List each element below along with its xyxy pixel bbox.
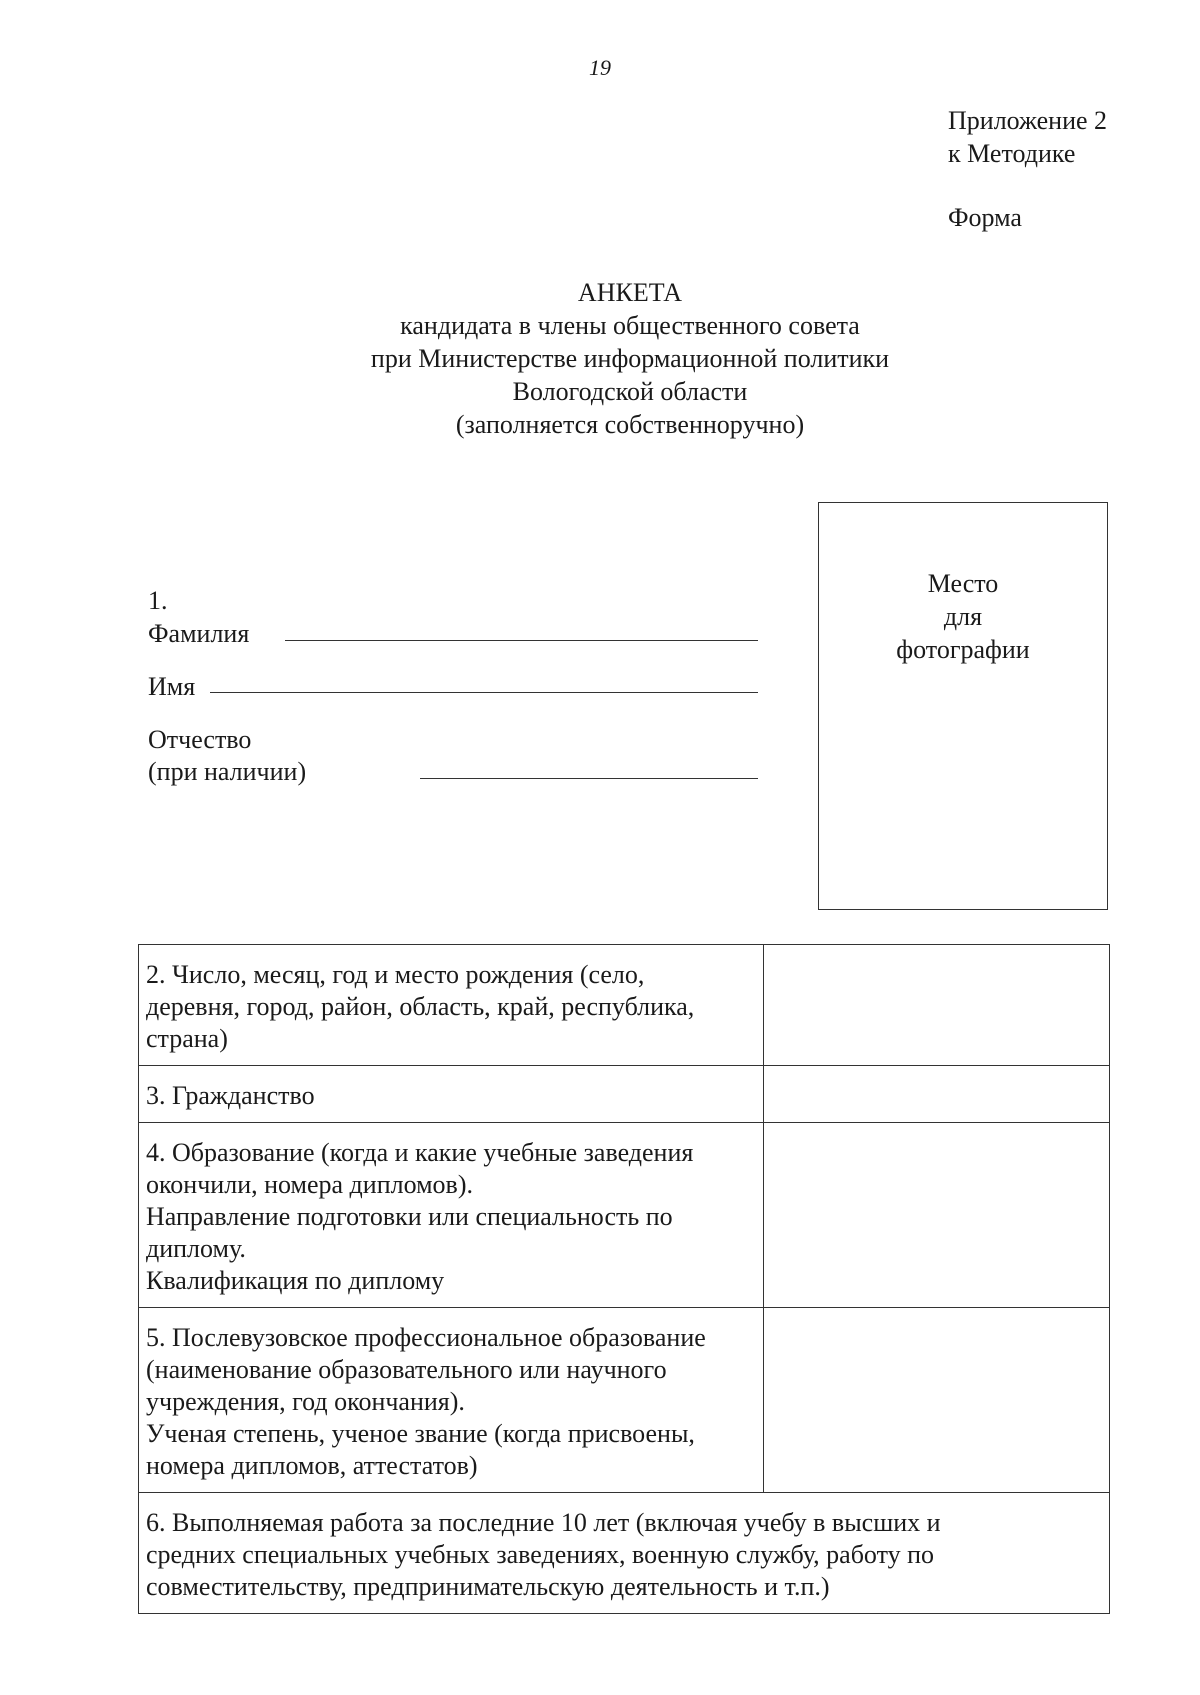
table-row (139, 1493, 1110, 1614)
document-title (0, 276, 1200, 441)
appendix-reference (948, 104, 1107, 170)
form-label: Форма (948, 203, 1022, 232)
patronymic-label: Отчество (148, 725, 252, 754)
name-field[interactable] (210, 692, 758, 693)
photo-placeholder[interactable] (818, 502, 1108, 910)
answer-education-cell[interactable] (763, 1123, 1109, 1308)
question-citizenship: 3. Гражданство (139, 1066, 764, 1123)
patronymic-field[interactable] (420, 778, 758, 779)
appendix-line: к Методике (948, 139, 1076, 168)
table-row (139, 1308, 1110, 1493)
title-line: при Министерстве информационной политики (370, 344, 890, 373)
page-number: 19 (589, 55, 611, 80)
question-education: 4. Образование (когда и какие учебные заведения окончили, номера дипломов). Направление подготовки или специальность по диплому. Квалификация по диплому (139, 1123, 764, 1308)
photo-caption-line: фотографии (896, 635, 1030, 664)
answer-citizenship-cell[interactable] (763, 1066, 1109, 1123)
section-number: 1. (148, 586, 168, 615)
title-line: (заполняется собственноручно) (455, 410, 805, 439)
surname-field[interactable] (285, 640, 758, 641)
table-row (139, 1123, 1110, 1308)
photo-caption-line: для (943, 602, 983, 631)
photo-caption-line: Место (927, 569, 999, 598)
answer-birth-cell[interactable] (763, 945, 1109, 1066)
question-postgraduate: 5. Послевузовское профессиональное образование (наименование образовательного или научного учреждения, год окончания). Ученая степень, ученое звание (когда присвоены, номера дипломов, аттестатов) (139, 1308, 764, 1493)
surname-label: Фамилия (148, 619, 250, 648)
title-line: Вологодской области (512, 377, 748, 406)
title-line: кандидата в члены общественного совета (400, 311, 860, 340)
name-label: Имя (148, 672, 196, 701)
table-row (139, 945, 1110, 1066)
answer-postgraduate-cell[interactable] (763, 1308, 1109, 1493)
title-line: АНКЕТА (577, 278, 683, 307)
question-work-history: 6. Выполняемая работа за последние 10 лет (включая учебу в высших и средних специальных учебных заведениях, военную службу, работу по совместительству, предпринимательскую деятельность и т.п.) (139, 1493, 1110, 1614)
table-row (139, 1066, 1110, 1123)
questionnaire-table (138, 944, 1110, 1614)
question-birth: 2. Число, месяц, год и место рождения (село, деревня, город, район, область, край, республика, страна) (139, 945, 764, 1066)
appendix-line: Приложение 2 (948, 106, 1108, 135)
patronymic-note: (при наличии) (148, 757, 307, 786)
